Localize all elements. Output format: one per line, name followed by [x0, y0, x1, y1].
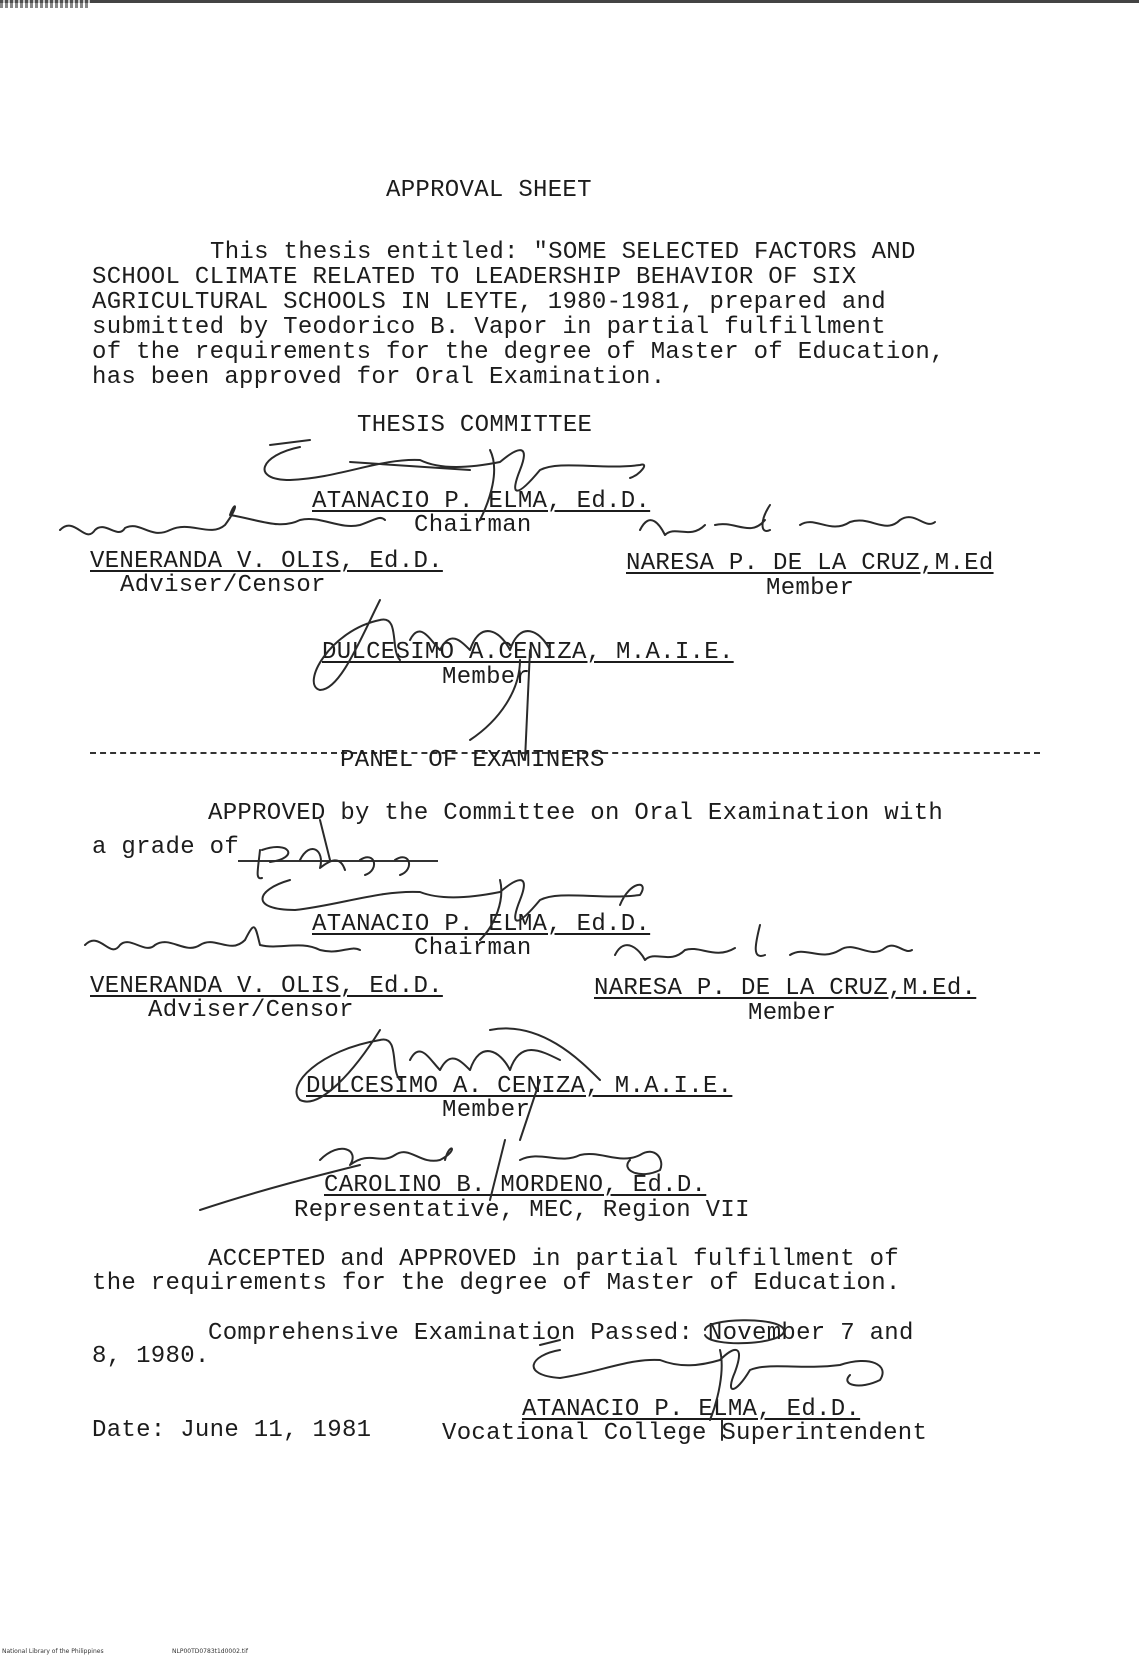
panel-rep-name: CAROLINO B. MORDENO, Ed.D. [324, 1172, 707, 1199]
grade-handwriting [258, 820, 409, 878]
scan-top-border [0, 0, 1139, 3]
acceptance-line-2: the requirements for the degree of Master of Education. [92, 1270, 901, 1297]
superintendent-name: ATANACIO P. ELMA, Ed.D. [522, 1396, 861, 1423]
comprehensive-line-2: 8, 1980. [92, 1343, 210, 1370]
intro-line-3: AGRICULTURAL SCHOOLS IN LEYTE, 1980-1981, prepared and [92, 289, 886, 316]
panel-member1-name: NARESA P. DE LA CRUZ,M.Ed. [594, 975, 977, 1002]
panel-heading: PANEL OF EXAMINERS [340, 747, 605, 774]
scanner-footer-left: National Library of the Philippines [2, 1648, 104, 1655]
signing-date: Date: June 11, 1981 [92, 1417, 372, 1444]
acceptance-line-1: ACCEPTED and APPROVED in partial fulfillment of [208, 1246, 900, 1273]
panel-adviser-name: VENERANDA V. OLIS, Ed.D. [90, 973, 443, 1000]
grade-label: a grade of [92, 834, 240, 861]
panel-approved-line: APPROVED by the Committee on Oral Examination with [208, 800, 944, 827]
intro-line-2: SCHOOL CLIMATE RELATED TO LEADERSHIP BEHAVIOR OF SIX [92, 264, 857, 291]
intro-line-6: has been approved for Oral Examination. [92, 364, 666, 391]
scanner-footer-right: NLP00TD0783t1d0002.tif [172, 1648, 248, 1655]
signature-committee-member1 [640, 505, 935, 535]
committee-member2-role: Member [442, 664, 531, 691]
committee-chairman-role: Chairman [414, 512, 532, 539]
committee-chairman-name: ATANACIO P. ELMA, Ed.D. [312, 488, 651, 515]
panel-member2-name: DULCESIMO A. CENIZA, M.A.I.E. [306, 1073, 733, 1100]
superintendent-title: Vocational College Superintendent [442, 1420, 928, 1447]
committee-member1-name: NARESA P. DE LA CRUZ,M.Ed [626, 550, 994, 577]
panel-chairman-role: Chairman [414, 935, 532, 962]
committee-adviser-role: Adviser/Censor [120, 572, 326, 599]
intro-line-4: submitted by Teodorico B. Vapor in partial fulfillment [92, 314, 886, 341]
panel-chairman-name: ATANACIO P. ELMA, Ed.D. [312, 911, 651, 938]
panel-member1-role: Member [748, 1000, 837, 1027]
panel-adviser-role: Adviser/Censor [148, 997, 354, 1024]
page-title: APPROVAL SHEET [386, 177, 592, 204]
committee-adviser-name: VENERANDA V. OLIS, Ed.D. [90, 548, 443, 575]
panel-member2-role: Member [442, 1097, 531, 1124]
grade-underline [238, 860, 438, 862]
intro-line-5: of the requirements for the degree of Master of Education, [92, 339, 945, 366]
committee-member1-role: Member [766, 575, 855, 602]
scan-top-mark [0, 0, 90, 8]
intro-line-1: This thesis entitled: "SOME SELECTED FACTORS AND [210, 239, 916, 266]
signature-panel-member1 [615, 925, 912, 960]
committee-member2-name: DULCESIMO A.CENIZA, M.A.I.E. [322, 639, 734, 666]
panel-rep-role: Representative, MEC, Region VII [294, 1197, 750, 1224]
committee-heading: THESIS COMMITTEE [357, 412, 593, 439]
comprehensive-line-1: Comprehensive Examination Passed: November 7 and [208, 1320, 914, 1347]
